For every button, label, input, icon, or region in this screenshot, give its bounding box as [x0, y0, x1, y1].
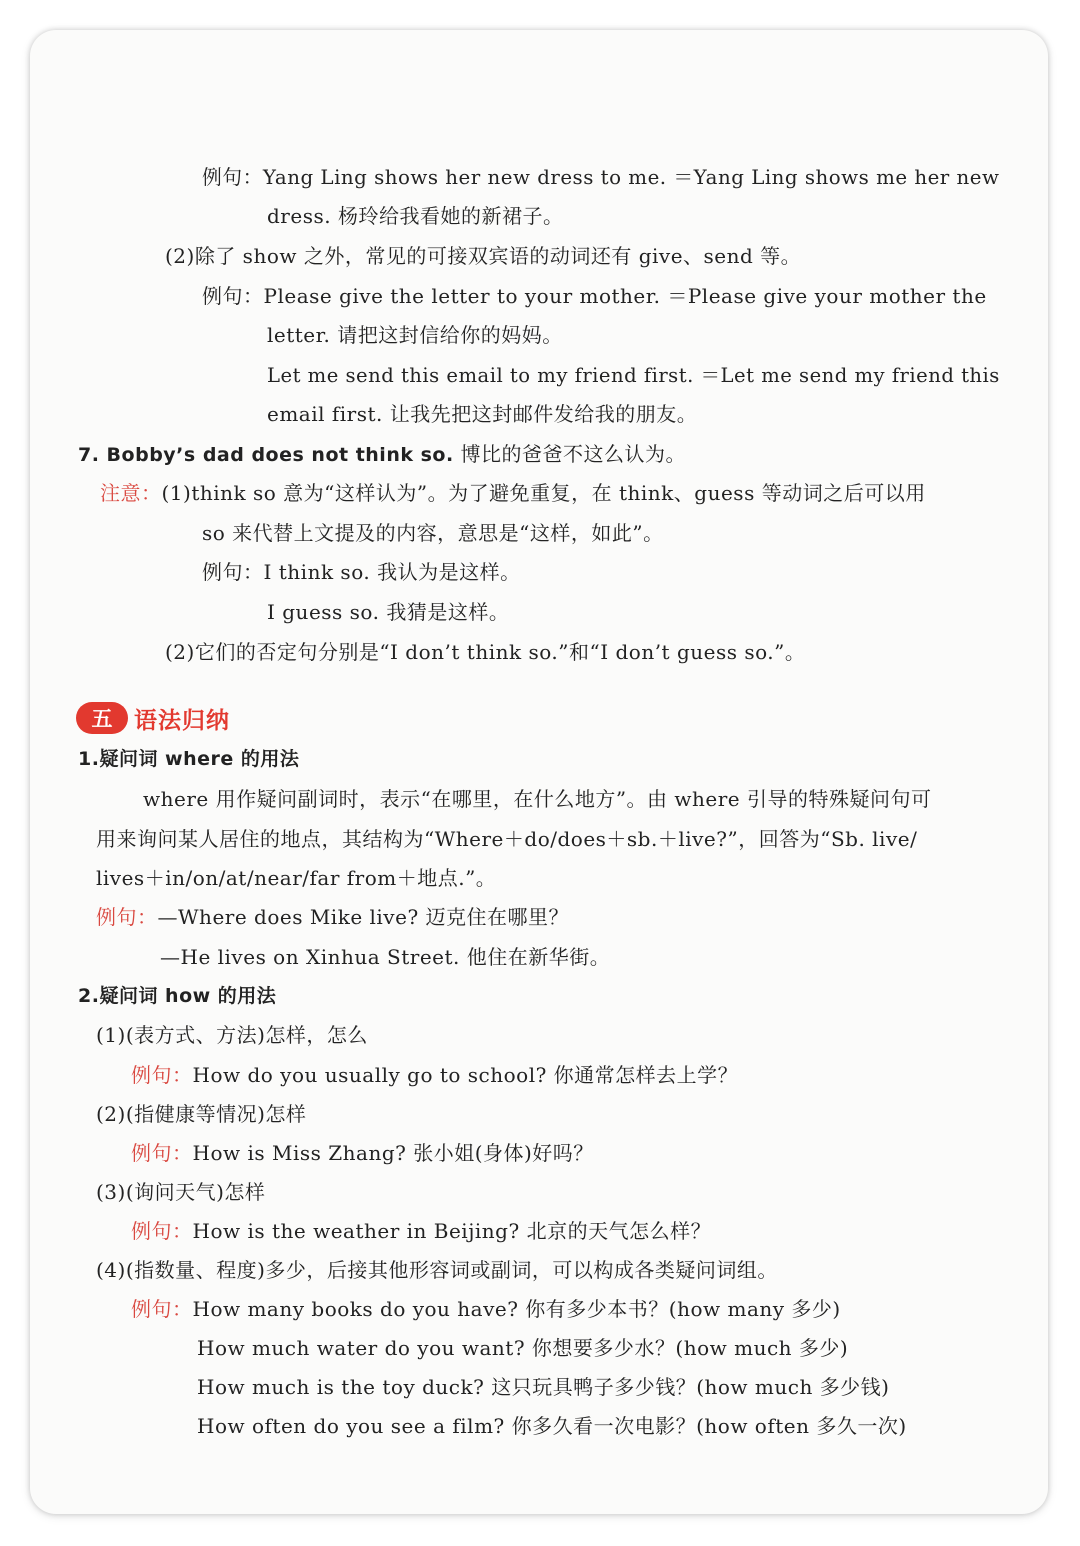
- item-7-title-en: 7. Bobby’s dad does not think so.: [78, 444, 454, 466]
- example-label: 例句：: [131, 1297, 193, 1321]
- example-line: [96, 903, 569, 931]
- example-line: I guess so. 我猜是这样。: [267, 600, 510, 624]
- example-label: 例句：: [96, 905, 158, 929]
- example-text: How is Miss Zhang? 张小姐(身体)好吗？: [192, 1141, 594, 1165]
- example-line: —He lives on Xinhua Street. 他住在新华街。: [160, 945, 611, 969]
- section-title: 语法归纳: [134, 707, 230, 734]
- note-text: (1)think so 意为“这样认为”。为了避免重复，在 think、guess 等动词之后可以用: [161, 481, 926, 505]
- section-badge: 五: [76, 702, 128, 734]
- paragraph-line: where 用作疑问副词时，表示“在哪里，在什么地方”。由 where 引导的特殊疑问句可: [143, 787, 932, 811]
- paragraph-line: 用来询问某人居住的地点，其结构为“Where＋do/does＋sb.＋live?”，回答为“Sb. live/: [96, 827, 918, 851]
- example-label: 例句：: [202, 284, 264, 308]
- example-line: dress. 杨玲给我看她的新裙子。: [267, 204, 564, 228]
- example-line: [131, 1061, 738, 1089]
- section-header: [76, 701, 230, 735]
- sub-point: (2)除了 show 之外，常见的可接双宾语的动词还有 give、send 等。: [165, 244, 802, 268]
- example-line: email first. 让我先把这封邮件发给我的朋友。: [267, 402, 698, 426]
- example-line: [131, 1139, 594, 1167]
- example-line: [131, 1295, 841, 1323]
- example-text: Yang Ling shows her new dress to me. ＝Yang Ling shows me her new: [262, 165, 1000, 189]
- example-label: 例句：: [131, 1141, 193, 1165]
- example-text: How is the weather in Beijing? 北京的天气怎么样？: [192, 1219, 712, 1243]
- example-label: 例句：: [202, 165, 263, 189]
- example-label: 例句：: [202, 560, 264, 584]
- example-text: How do you usually go to school? 你通常怎样去上学？: [192, 1063, 739, 1087]
- example-label: 例句：: [131, 1063, 193, 1087]
- note-line: so 来代替上文提及的内容，意思是“这样，如此”。: [202, 521, 664, 545]
- sub-point: (4)(指数量、程度)多少，后接其他形容词或副词，可以构成各类疑问词组。: [96, 1258, 778, 1282]
- example-line: How often do you see a film? 你多久看一次电影？(how often 多久一次): [197, 1414, 907, 1438]
- grammar-2-title: 2.疑问词 how 的用法: [78, 985, 277, 1007]
- example-text: I think so. 我认为是这样。: [263, 560, 521, 584]
- example-text: —Where does Mike live? 迈克住在哪里？: [157, 905, 570, 929]
- example-text: How many books do you have? 你有多少本书？(how many 多少): [192, 1297, 841, 1321]
- example-line: letter. 请把这封信给你的妈妈。: [267, 323, 563, 347]
- sub-point: (3)(询问天气)怎样: [96, 1180, 266, 1204]
- example-label: 例句：: [131, 1219, 193, 1243]
- item-7-title: [78, 440, 686, 469]
- example-line: [202, 163, 999, 191]
- sub-point: (2)它们的否定句分别是“I don’t think so.”和“I don’t guess so.”。: [165, 640, 806, 664]
- example-line: How much water do you want? 你想要多少水？(how much 多少): [197, 1336, 849, 1360]
- note-line: [100, 479, 926, 507]
- example-line: [202, 282, 987, 310]
- example-text: Please give the letter to your mother. ＝Please give your mother the: [263, 284, 987, 308]
- paragraph-line: lives＋in/on/at/near/far from＋地点.”。: [96, 866, 497, 890]
- example-line: How much is the toy duck? 这只玩具鸭子多少钱？(how much 多少钱): [197, 1375, 890, 1399]
- item-7-title-cn: 博比的爸爸不这么认为。: [460, 442, 687, 466]
- grammar-1-title: 1.疑问词 where 的用法: [78, 748, 300, 770]
- note-label: 注意：: [100, 481, 162, 505]
- example-line: [131, 1217, 711, 1245]
- example-line: Let me send this email to my friend first. ＝Let me send my friend this: [267, 363, 1000, 387]
- example-line: [202, 558, 521, 586]
- sub-point: (1)(表方式、方法)怎样，怎么: [96, 1023, 368, 1047]
- sub-point: (2)(指健康等情况)怎样: [96, 1102, 307, 1126]
